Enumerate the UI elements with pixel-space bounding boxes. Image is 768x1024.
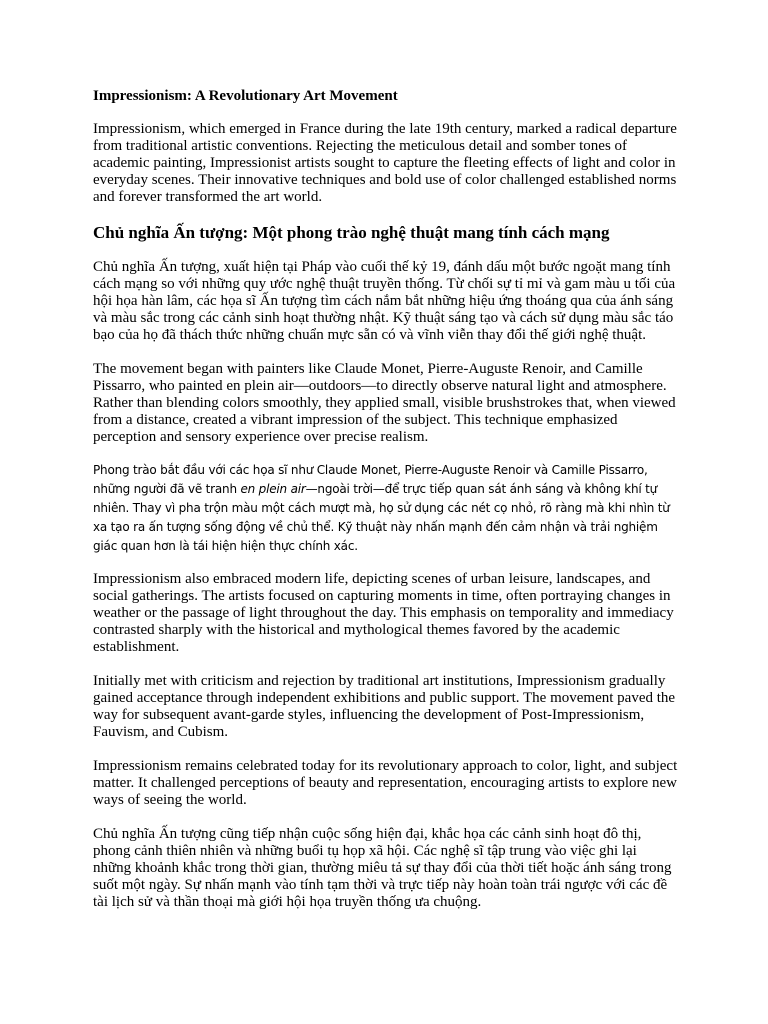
modern-life-paragraph-en: Impressionism also embraced modern life, depicting scenes of urban leisure, landscapes, and social gatherings. The artists focused on capturing moments in time, often portraying changes in weather or the passage of light throughout the day. This emphasis on temporality and immediacy contrasted sharply with the historical and mythological themes favored by the academic establishment. [93, 571, 674, 655]
criticism-paragraph-en: Initially met with criticism and rejection by traditional art institutions, Impressionism gradually gained acceptance through independent exhibitions and public support. The movement paved the way for subsequent avant-garde styles, influencing the development of Post-Impressionism, Fauvism, and Cubism. [93, 673, 676, 740]
document-title: Impressionism: A Revolutionary Art Movement [93, 88, 398, 104]
movement-vi-italic-term: en plein air [240, 482, 306, 496]
movement-vi-text-before: Phong trào bắt đầu với các họa sĩ như Claude Monet, Pierre-Auguste Renoir và Camille Pissarro, những người đã vẽ tranh [93, 463, 648, 496]
movement-paragraph-vi [93, 461, 678, 556]
legacy-paragraph-en: Impressionism remains celebrated today for its revolutionary approach to color, light, and subject matter. It challenged perceptions of beauty and representation, encouraging artists to explore new ways of seeing the world. [93, 758, 678, 808]
document-body [93, 88, 678, 928]
heading-vietnamese: Chủ nghĩa Ấn tượng: Một phong trào nghệ thuật mang tính cách mạng [93, 223, 610, 242]
movement-vi-text-after: —ngoài trời—để trực tiếp quan sát ánh sáng và không khí tự nhiên. Thay vì pha trộn màu một cách mượt mà, họ sử dụng các nét cọ nhỏ, rõ ràng mà khi nhìn từ xa tạo ra ấn tượng sống động về chủ thể. Kỹ thuật này nhấn mạnh đến cảm nhận và trải nghiệm giác quan hơn là tái hiện hiện thực chính xác. [93, 482, 670, 553]
intro-paragraph-en: Impressionism, which emerged in France during the late 19th century, marked a radical departure from traditional artistic conventions. Rejecting the meticulous detail and somber tones of academic painting, Impressionist artists sought to capture the fleeting effects of light and color in everyday scenes. Their innovative techniques and bold use of color challenged established norms and forever transformed the art world. [93, 121, 677, 205]
modern-life-paragraph-vi: Chủ nghĩa Ấn tượng cũng tiếp nhận cuộc sống hiện đại, khắc họa các cảnh sinh hoạt đô thị, phong cảnh thiên nhiên và những buổi tụ họp xã hội. Các nghệ sĩ tập trung vào việc ghi lại những khoảnh khắc trong thời gian, thường miêu tả sự thay đổi của thời tiết hoặc ánh sáng trong suốt một ngày. Sự nhấn mạnh vào tính tạm thời và trực tiếp này hoàn toàn trái ngược với các đề tài lịch sử và thần thoại mà giới hội họa truyền thống ưa chuộng. [93, 826, 672, 910]
movement-paragraph-en: The movement began with painters like Claude Monet, Pierre-Auguste Renoir, and Camille Pissarro, who painted en plein air—outdoors—to directly observe natural light and atmosphere. Rather than blending colors smoothly, they applied small, visible brushstrokes that, when viewed from a distance, created a vibrant impression of the subject. This technique emphasized perception and sensory experience over precise realism. [93, 361, 676, 445]
intro-paragraph-vi: Chủ nghĩa Ấn tượng, xuất hiện tại Pháp vào cuối thế kỷ 19, đánh dấu một bước ngoặt mang tính cách mạng so với những quy ước nghệ thuật truyền thống. Từ chối sự tỉ mỉ và gam màu u tối của hội họa hàn lâm, các họa sĩ Ấn tượng tìm cách nắm bắt những hiệu ứng thoáng qua của ánh sáng và màu sắc trong các cảnh sinh hoạt thường nhật. Kỹ thuật sáng tạo và cách sử dụng màu sắc táo bạo của họ đã thách thức những chuẩn mực sẵn có và vĩnh viễn thay đổi thế giới nghệ thuật. [93, 259, 676, 343]
